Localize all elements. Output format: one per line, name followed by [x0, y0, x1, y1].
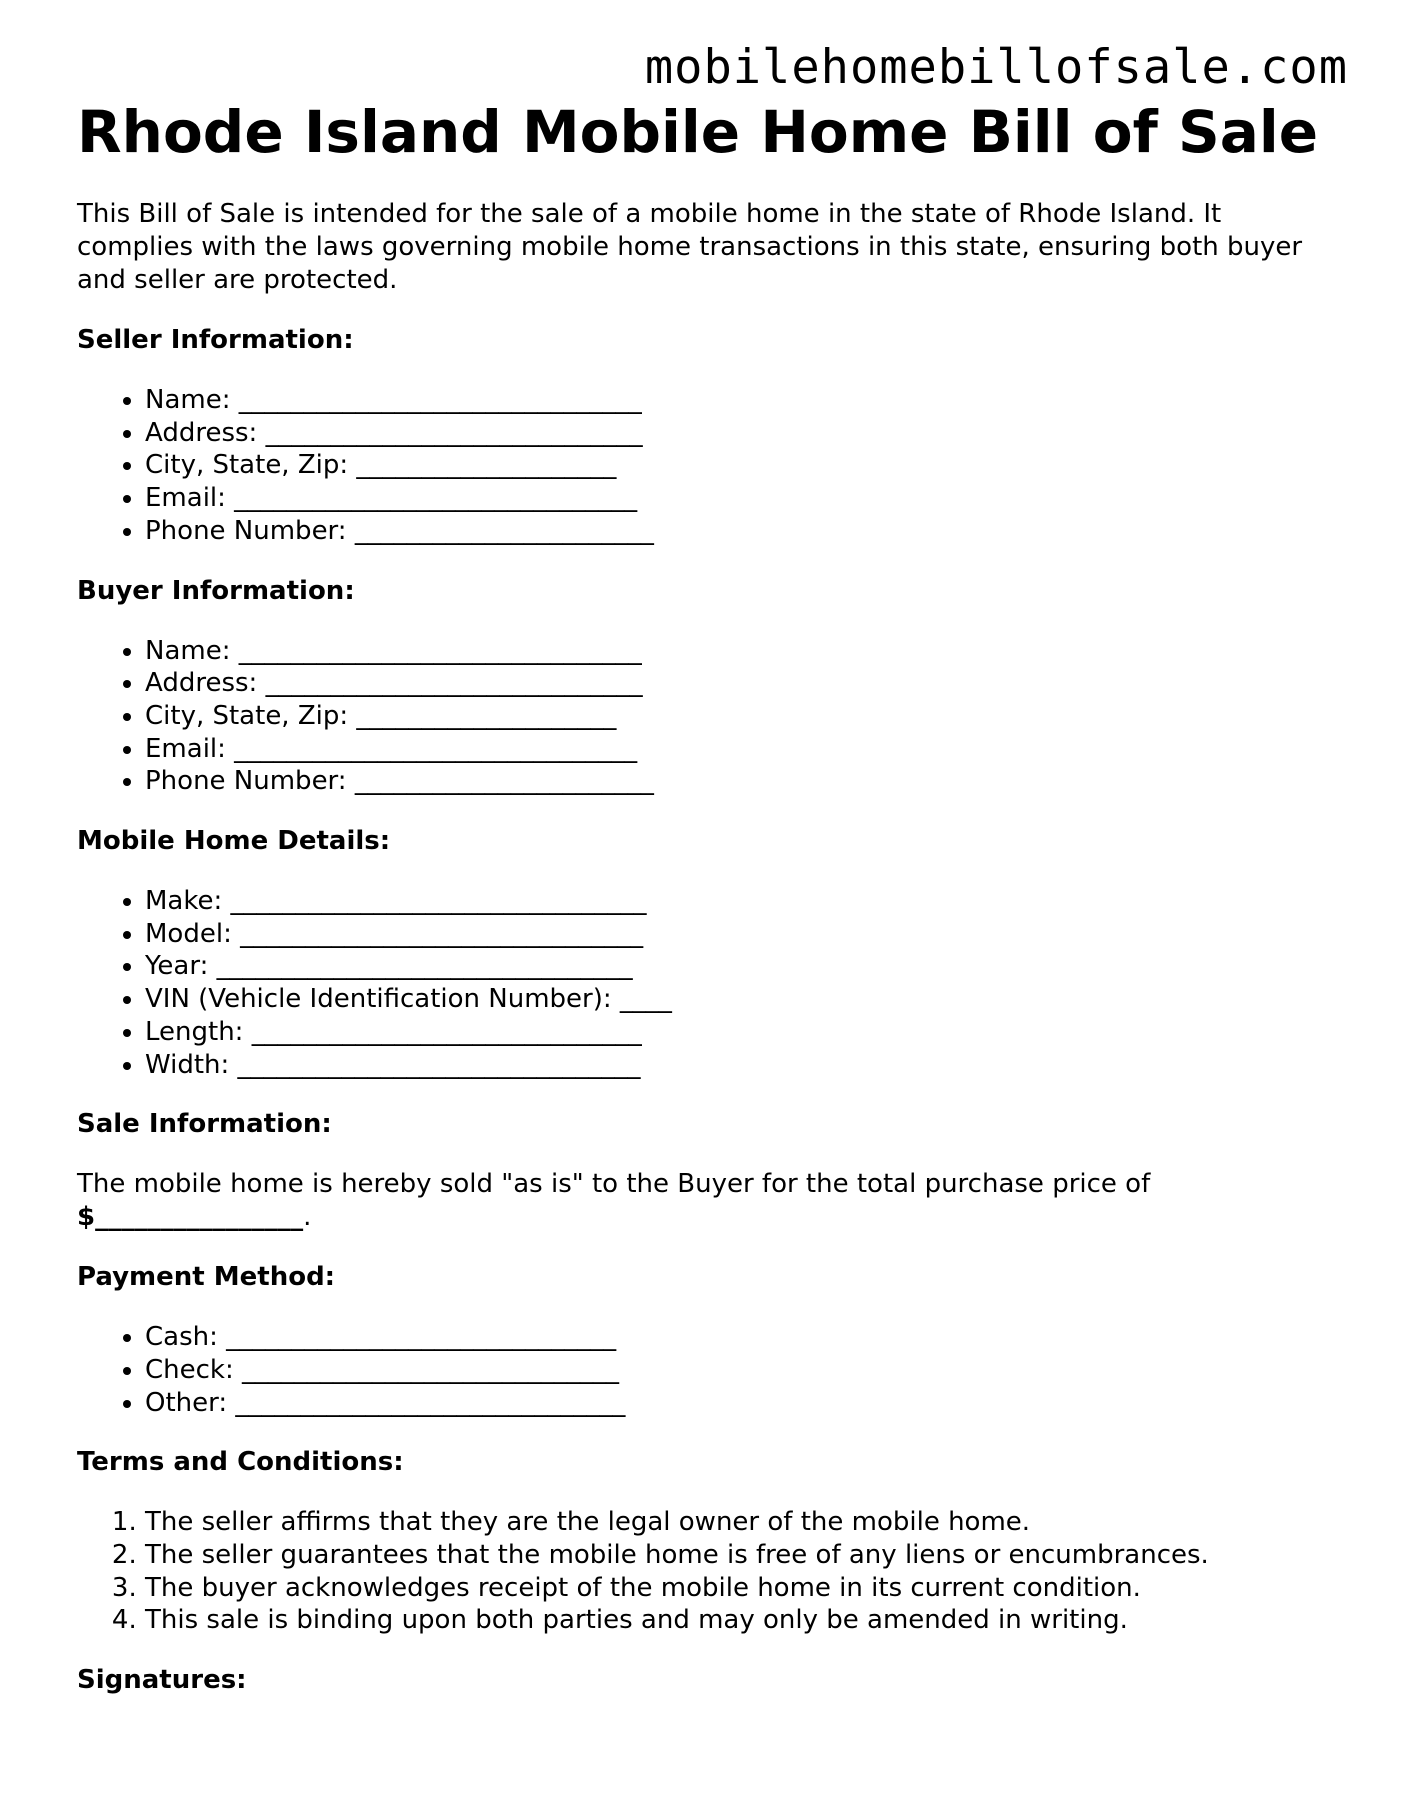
term-item: 3. The buyer acknowledges receipt of the mobile home in its current condition.	[145, 1572, 1337, 1605]
buyer-field-list	[77, 635, 1337, 799]
home-width-field: • Width: _______________________________	[145, 1049, 1337, 1082]
payment-method-list	[77, 1321, 1337, 1419]
term-item: 2. The seller guarantees that the mobile home is free of any liens or encumbrances.	[145, 1539, 1337, 1572]
home-length-field: • Length: ______________________________	[145, 1016, 1337, 1049]
buyer-address-field: • Address: _____________________________	[145, 667, 1337, 700]
buyer-city-state-zip-field: • City, State, Zip: ____________________	[145, 700, 1337, 733]
home-model-field: • Model: _______________________________	[145, 918, 1337, 951]
home-make-field: • Make: ________________________________	[145, 885, 1337, 918]
seller-email-field: • Email: _______________________________	[145, 482, 1337, 515]
home-details-list	[77, 885, 1337, 1081]
buyer-email-field: • Email: _______________________________	[145, 733, 1337, 766]
terms-list	[77, 1506, 1337, 1637]
site-watermark: mobilehomebillofsale.com	[644, 40, 1348, 95]
buyer-heading: Buyer Information:	[77, 575, 355, 606]
sale-period: .	[303, 1202, 312, 1233]
sale-text: The mobile home is hereby sold "as is" to the Buyer for the total purchase price of	[77, 1169, 1151, 1200]
term-item: 4. This sale is binding upon both parties and may only be amended in writing.	[145, 1604, 1337, 1637]
terms-heading: Terms and Conditions:	[77, 1447, 404, 1478]
seller-field-list	[77, 384, 1337, 548]
buyer-phone-field: • Phone Number: _______________________	[145, 765, 1337, 798]
sale-heading: Sale Information:	[77, 1109, 332, 1140]
document-title: Rhode Island Mobile Home Bill of Sale	[77, 98, 1319, 166]
payment-cash-field: • Cash: ______________________________	[145, 1321, 1337, 1354]
term-item: 1. The seller affirms that they are the legal owner of the mobile home.	[145, 1506, 1337, 1539]
home-vin-field: • VIN (Vehicle Identification Number): ____	[145, 983, 1337, 1016]
sale-price-field: $________________	[77, 1202, 304, 1233]
intro-paragraph: This Bill of Sale is intended for the sale of a mobile home in the state of Rhode Island. It complies with the laws governing mobile home transactions in this state, ensuring both buyer and seller are protected.	[77, 199, 1303, 295]
payment-check-field: • Check: _____________________________	[145, 1354, 1337, 1387]
buyer-name-field: • Name: _______________________________	[145, 635, 1337, 668]
seller-phone-field: • Phone Number: _______________________	[145, 515, 1337, 548]
document-page	[77, 96, 1337, 1697]
seller-heading: Seller Information:	[77, 325, 354, 355]
payment-heading: Payment Method:	[77, 1262, 336, 1293]
seller-address-field: • Address: _____________________________	[145, 417, 1337, 450]
sale-paragraph	[77, 1168, 1337, 1234]
home-details-heading: Mobile Home Details:	[77, 826, 391, 857]
signatures-heading: Signatures:	[77, 1665, 247, 1696]
payment-other-field: • Other: ______________________________	[145, 1387, 1337, 1420]
seller-name-field: • Name: _______________________________	[145, 384, 1337, 417]
home-year-field: • Year: ________________________________	[145, 950, 1337, 983]
seller-city-state-zip-field: • City, State, Zip: ____________________	[145, 449, 1337, 482]
